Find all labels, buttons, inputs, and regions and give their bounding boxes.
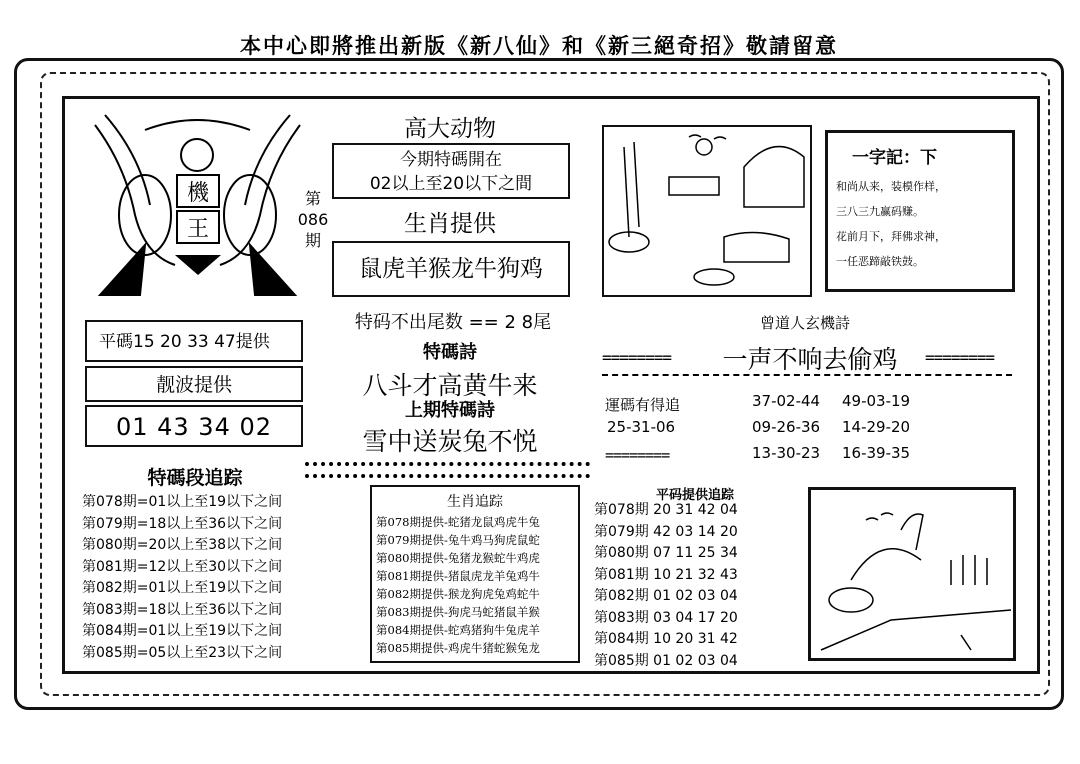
dash-line-right: ========: [925, 348, 995, 367]
wave-numbers-box: 01 43 34 02: [85, 405, 303, 447]
tracking-title: 特碼段追踪: [147, 467, 243, 489]
farm-illustration: [602, 125, 812, 297]
list-item: 第080期=20以上至38以下之间: [82, 537, 283, 553]
issue-value: 086: [297, 210, 329, 229]
divider-line: [602, 374, 1012, 376]
fortune-label: 運碼有得追: [605, 396, 681, 414]
list-item: 第082期 01 02 03 04: [594, 588, 738, 604]
list-item: 第084期 10 20 31 42: [594, 631, 738, 647]
animal-title: 高大动物: [404, 116, 496, 142]
list-item: 第078期提供-蛇猪龙鼠鸡虎牛兔: [376, 515, 540, 529]
last-poem-text: 雪中送炭兔不悦: [362, 427, 538, 456]
list-item: 第082期提供-猴龙狗虎兔鸡蛇牛: [376, 587, 540, 601]
fortune-group: 37-02-44: [752, 392, 821, 410]
list-item: 第083期 03 04 17 20: [594, 609, 738, 626]
logo-text-1: 機: [186, 181, 210, 206]
tracking-list: [82, 492, 282, 664]
issue-prefix: 第: [304, 189, 321, 208]
list-item: 第083期提供-狗虎马蛇猪鼠羊猴: [376, 605, 540, 619]
list-item: 第085期=05以上至23以下之间: [82, 644, 283, 661]
list-item: 第080期提供-兔猪龙猴蛇牛鸡虎: [376, 551, 540, 565]
logo-text-2: 王: [186, 217, 210, 242]
top-banner: 本中心即將推出新版《新八仙》和《新三絕奇招》敬請留意: [240, 33, 838, 58]
fortune-group: 49-03-19: [842, 392, 911, 410]
last-poem-title: 上期特碼詩: [405, 400, 495, 421]
poem-title: 特碼詩: [423, 342, 477, 363]
flat-track-title: 平码提供追踪: [655, 488, 734, 503]
range-box: [332, 143, 570, 199]
ornament-divider: [305, 462, 590, 478]
flat-track-list: [594, 500, 738, 672]
wave-title-box: 靓波提供: [85, 366, 303, 402]
list-item: 第085期 01 02 03 04: [594, 652, 738, 669]
list-item: 和尚从来，装模作样，: [836, 180, 946, 193]
eagle-logo: [85, 105, 310, 300]
fortune-group: 14-29-20: [842, 418, 911, 436]
list-item: 三八三九赢码赚。: [836, 205, 924, 218]
list-item: 第079期提供-兔牛鸡马狗虎鼠蛇: [376, 533, 540, 547]
fortune-group: 09-26-36: [752, 418, 821, 436]
fortune-group: 13-30-23: [752, 444, 821, 462]
range-line-1: 今期特碼開在: [400, 150, 502, 170]
dash-line-left: ========: [602, 348, 672, 367]
list-item: 第084期=01以上至19以下之间: [82, 623, 283, 639]
list-item: 第079期=18以上至36以下之间: [82, 515, 283, 532]
flat-codes-box: 平碼15 20 33 47提供: [85, 320, 303, 362]
zodiac-track-list: [372, 513, 578, 657]
issue-number: [296, 188, 330, 251]
list-item: 第081期 10 21 32 43: [594, 566, 738, 583]
list-item: 第078期=01以上至19以下之间: [82, 494, 283, 510]
list-item: 第083期=18以上至36以下之间: [82, 601, 283, 618]
monk-line: 一声不响去偷鸡: [722, 345, 898, 374]
list-item: 第079期 42 03 14 20: [594, 523, 738, 540]
fortune-group: 16-39-35: [842, 444, 911, 462]
one-word-box: [825, 130, 1015, 292]
zodiac-track-box: [370, 485, 580, 663]
issue-suffix: 期: [304, 231, 321, 250]
dash-line-bottom: ========: [605, 446, 670, 464]
tail-note: 特码不出尾数 == 2 8尾: [354, 312, 552, 333]
list-item: 第084期提供-蛇鸡猪狗牛兔虎羊: [376, 623, 540, 637]
range-line-2: 02以上至20以下之間: [369, 174, 533, 194]
zodiac-box: 鼠虎羊猴龙牛狗鸡: [332, 241, 570, 297]
list-item: 一任恶蹄敲铁鼓。: [836, 255, 924, 268]
zodiac-track-title: 生肖追踪: [447, 494, 503, 510]
fortune-group: 25-31-06: [607, 418, 676, 436]
monk-title: 曾道人玄機詩: [759, 314, 850, 332]
list-item: 第078期 20 31 42 04: [594, 502, 738, 518]
one-word-title: 一字記：下: [852, 148, 937, 168]
list-item: 第081期提供-猪鼠虎龙羊兔鸡牛: [376, 569, 540, 583]
poem-text: 八斗才高黄牛来: [362, 371, 538, 400]
list-item: 花前月下，拜佛求神，: [836, 230, 946, 243]
list-item: 第082期=01以上至19以下之间: [82, 580, 283, 596]
zodiac-title: 生肖提供: [404, 211, 496, 237]
list-item: 第085期提供-鸡虎牛猪蛇猴兔龙: [376, 641, 540, 655]
bird-illustration: [808, 487, 1016, 661]
list-item: 第081期=12以上至30以下之间: [82, 558, 283, 575]
one-word-lines: [836, 174, 1004, 274]
list-item: 第080期 07 11 25 34: [594, 545, 738, 561]
